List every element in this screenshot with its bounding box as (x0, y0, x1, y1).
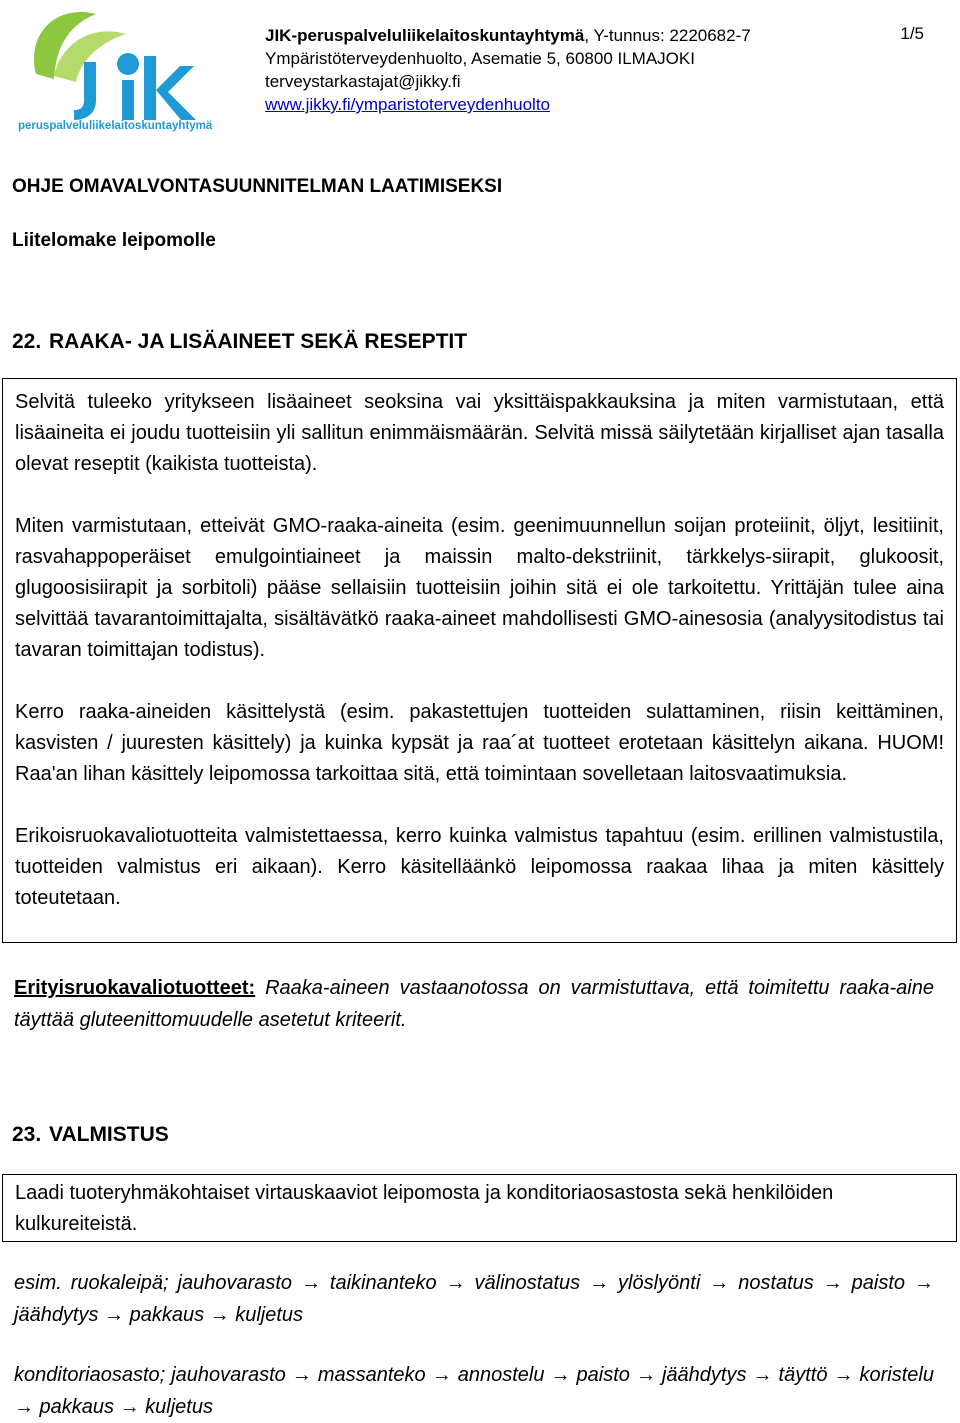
org-address: Ympäristöterveydenhuolto, Asematie 5, 60800 ILMAJOKI (265, 49, 695, 68)
paragraph: Erikoisruokavaliotuotteita valmistettaessa, kerro kuinka valmistus tapahtuu (esim. erillinen valmistustila, tuotteiden valmistus eri aikaan). Kerro käsitelläänkö leipomossa raakaa lihaa ja miten käsittely toteutetaan. (15, 825, 944, 909)
note-label: Erityisruokavaliotuotteet: (14, 977, 256, 999)
paragraph: Kerro raaka-aineiden käsittelystä (esim. pakastettujen tuotteiden sulattaminen, riisin keittäminen, kasvisten / juuresten käsittely) ja kuinka kypsät ja raa´at tuotteet erotetaan käsittelyn aikana. HUOM! Raa'an lihan käsittely leipomossa tarkoittaa sitä, että toimintaan sovelletaan laitosvaatimuksia. (15, 701, 944, 785)
org-email: terveystarkastajat@jikky.fi (265, 72, 461, 91)
org-line (265, 24, 751, 47)
paragraph: Selvitä tuleeko yritykseen lisäaineet seoksina vai yksittäispakkauksina ja miten varmistutaan, että lisäaineita ei joudu tuotteisiin yli sallitun enimmäismäärän. Selvitä missä säilytetään kirjalliset ajan tasalla olevat reseptit (kaikista tuotteista). (15, 391, 944, 475)
org-name: JIK-peruspalveluliikelaitoskuntayhtymä (265, 26, 585, 45)
section-23-heading (12, 1123, 169, 1147)
section-title: RAAKA- JA LISÄAINEET SEKÄ RESEPTIT (49, 330, 468, 353)
flow-example-2: konditoriaosasto; jauhovarasto → massanteko → annostelu → paisto → jäähdytys → täyttö → koristelu → pakkaus → kuljetus (14, 1364, 934, 1418)
page-number: 1/5 (900, 24, 924, 43)
section-number: 22. (12, 330, 42, 353)
section-number: 23. (12, 1123, 42, 1146)
paragraph: Laadi tuoteryhmäkohtaiset virtauskaaviot leipomosta ja konditoriaosastosta sekä henkilöiden kulkureiteistä. (15, 1182, 834, 1235)
section-22-heading (12, 330, 467, 354)
section-title: VALMISTUS (49, 1123, 169, 1146)
note-text: Raaka-aineen vastaanotossa on varmistuttava, että toimitettu raaka-aine täyttää gluteenittomuudelle asetetut kriteerit. (14, 977, 934, 1031)
section-22-box (2, 378, 957, 943)
flow-example-1: esim. ruokaleipä; jauhovarasto → taikinanteko → välinostatus → ylöslyönti → nostatus → paisto → jäähdytys → pakkaus → kuljetus (14, 1272, 934, 1326)
jik-logo (16, 4, 216, 134)
org-website-link[interactable]: www.jikky.fi/ymparistoterveydenhuolto (265, 95, 551, 114)
logo-caption: peruspalveluliikelaitoskuntayhtymä (18, 120, 213, 132)
page-header (265, 24, 751, 116)
jik-logo-graphic (16, 4, 216, 134)
special-diet-note (14, 972, 934, 1036)
document-subtitle: Liitelomake leipomolle (12, 230, 216, 251)
document-title: OHJE OMAVALVONTASUUNNITELMAN LAATIMISEKSI (12, 176, 503, 197)
section-23-box (2, 1174, 957, 1242)
paragraph: Miten varmistutaan, etteivät GMO-raaka-aineita (esim. geenimuunnellun soijan proteiinit, öljyt, lesitiinit, rasvahappoperäiset emulgointiaineet ja maissin malto-dekstriinit, tärkkelys-siirapit, glukoosit, glugoosisiirapit ja sorbitoli) pääse sellaisiin tuotteisiin joihin sitä ei ole tarkoitettu. Yrittäjän tulee aina selvittää tavarantoimittajalta, sisältävätkö raaka-aineet mahdollisesti GMO-ainesosia (analyysitodistus tai tavaran toimittajan todistus). (15, 515, 944, 661)
org-id: , Y-tunnus: 2220682-7 (584, 26, 751, 45)
